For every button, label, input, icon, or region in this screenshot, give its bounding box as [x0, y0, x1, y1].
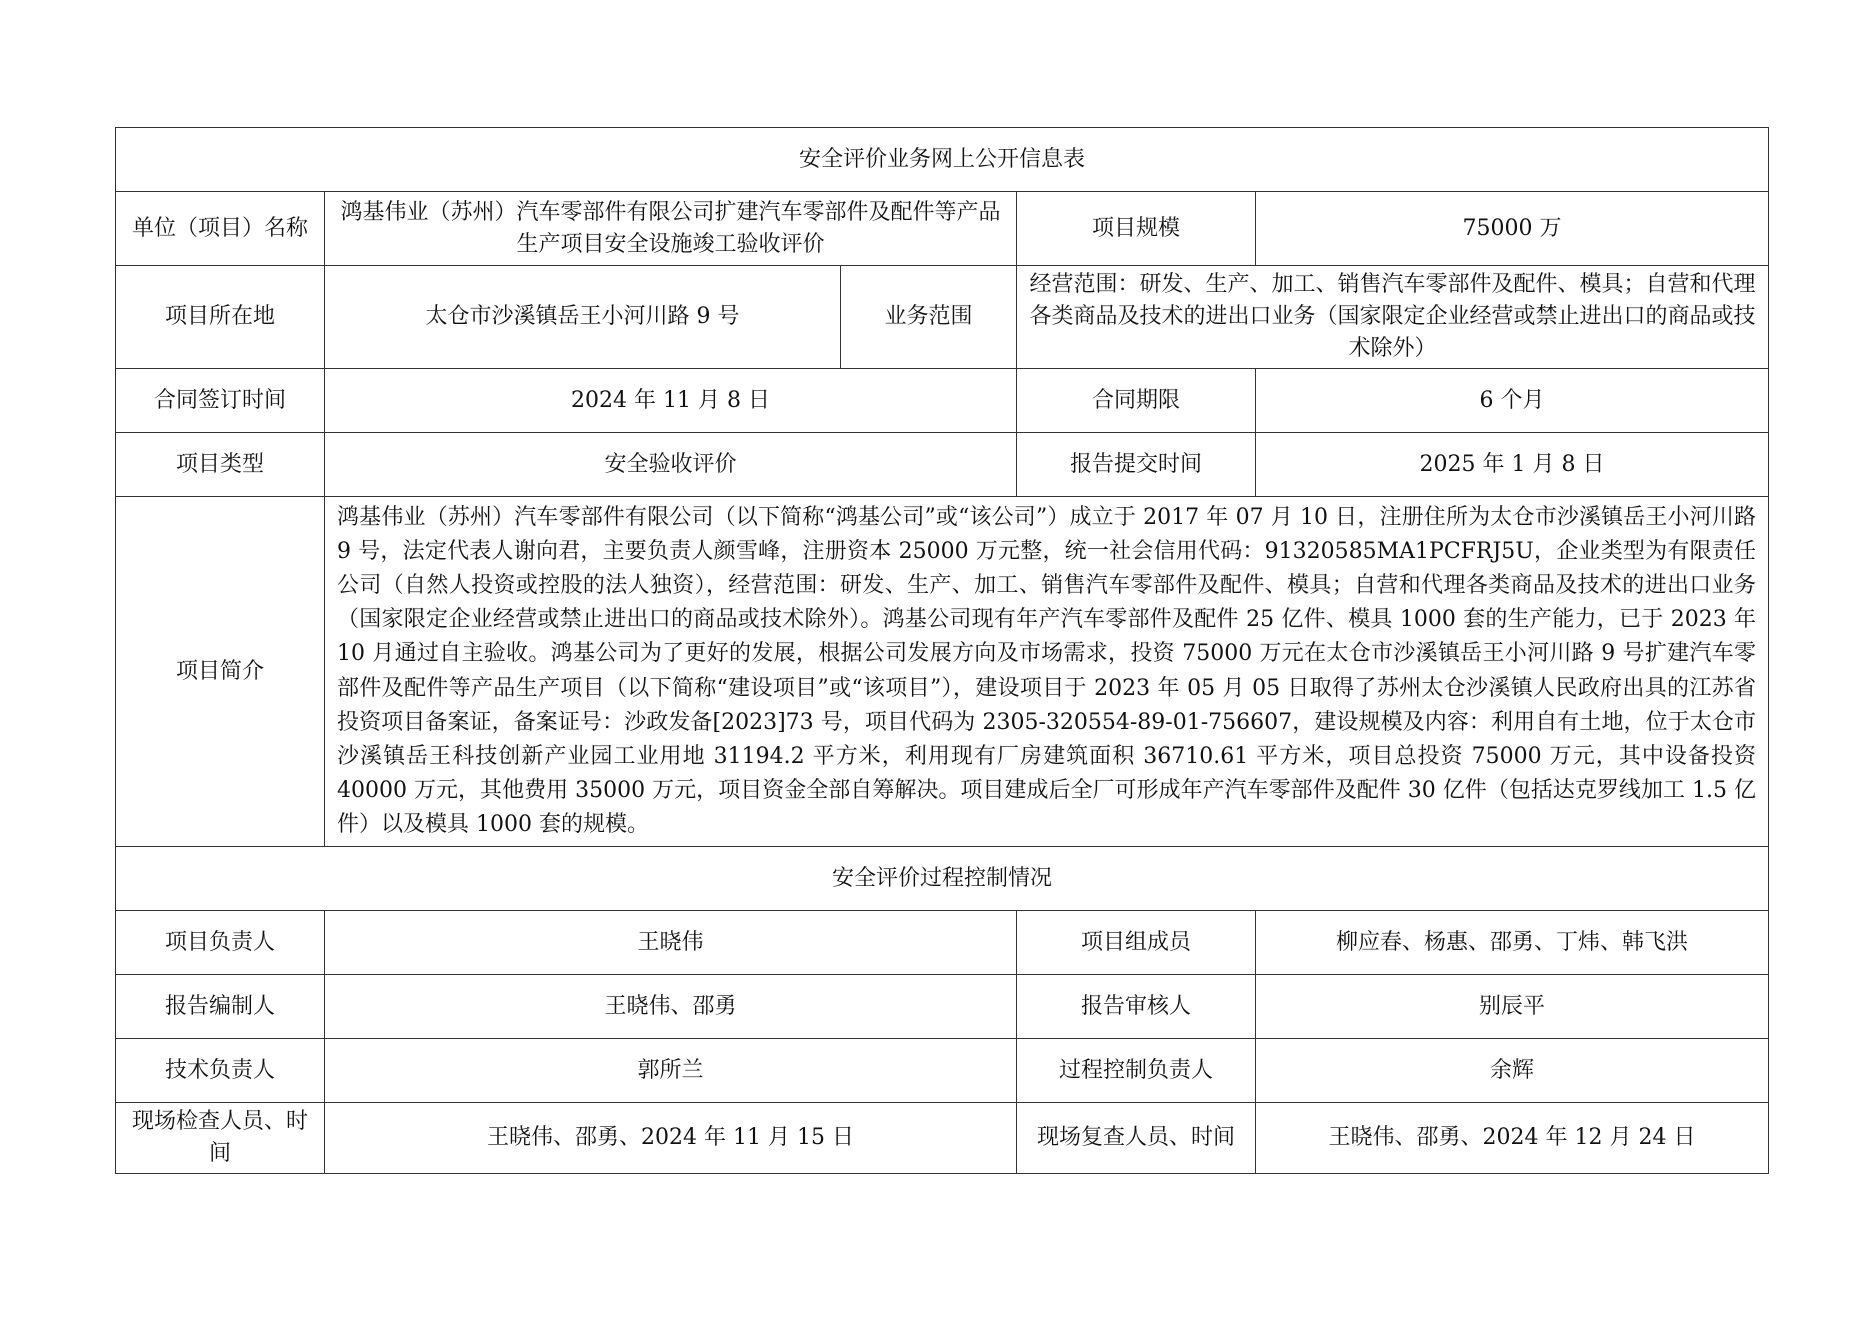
- process-title: 安全评价过程控制情况: [116, 847, 1769, 911]
- table-row: [116, 369, 1769, 433]
- table-row: [116, 192, 1769, 266]
- table-row: [116, 497, 1769, 847]
- section-title-row: [116, 847, 1769, 911]
- table-row: [116, 266, 1769, 369]
- report-reviewer-value: 别辰平: [1256, 975, 1769, 1039]
- location-label: 项目所在地: [116, 266, 325, 369]
- project-type-label: 项目类型: [116, 433, 325, 497]
- project-leader-value: 王晓伟: [325, 911, 1017, 975]
- title-row: [116, 128, 1769, 192]
- project-scale-value: 75000 万: [1256, 192, 1769, 266]
- location-value: 太仓市沙溪镇岳王小河川路 9 号: [325, 266, 841, 369]
- process-leader-value: 余辉: [1256, 1039, 1769, 1103]
- process-leader-label: 过程控制负责人: [1017, 1039, 1256, 1103]
- contract-term-label: 合同期限: [1017, 369, 1256, 433]
- business-scope-value: 经营范围：研发、生产、加工、销售汽车零部件及配件、模具；自营和代理各类商品及技术的进出口业务（国家限定企业经营或禁止进出口的商品或技术除外）: [1017, 266, 1769, 369]
- report-reviewer-label: 报告审核人: [1017, 975, 1256, 1039]
- site-inspection-label: 现场检查人员、时间: [116, 1103, 325, 1174]
- site-recheck-label: 现场复查人员、时间: [1017, 1103, 1256, 1174]
- table-row: [116, 1039, 1769, 1103]
- unit-name-value: 鸿基伟业（苏州）汽车零部件有限公司扩建汽车零部件及配件等产品生产项目安全设施竣工验收评价: [325, 192, 1017, 266]
- contract-term-value: 6 个月: [1256, 369, 1769, 433]
- report-author-value: 王晓伟、邵勇: [325, 975, 1017, 1039]
- tech-leader-value: 郭所兰: [325, 1039, 1017, 1103]
- table-row: [116, 911, 1769, 975]
- report-date-label: 报告提交时间: [1017, 433, 1256, 497]
- business-scope-label: 业务范围: [841, 266, 1017, 369]
- report-author-label: 报告编制人: [116, 975, 325, 1039]
- tech-leader-label: 技术负责人: [116, 1039, 325, 1103]
- table-row: [116, 975, 1769, 1039]
- project-scale-label: 项目规模: [1017, 192, 1256, 266]
- intro-value: 鸿基伟业（苏州）汽车零部件有限公司（以下简称“鸿基公司”或“该公司”）成立于 2017 年 07 月 10 日，注册住所为太仓市沙溪镇岳王小河川路 9 号，法定代表人谢向君，主要负责人颜雪峰，注册资本 25000 万元整，统一社会信用代码：91320585MA1PCFRJ5U，企业类型为有限责任公司（自然人投资或控股的法人独资），经营范围：研发、生产、加工、销售汽车零部件及配件、模具；自营和代理各类商品及技术的进出口业务（国家限定企业经营或禁止进出口的商品或技术除外）。鸿基公司现有年产汽车零部件及配件 25 亿件、模具 1000 套的生产能力，已于 2023 年 10 月通过自主验收。鸿基公司为了更好的发展，根据公司发展方向及市场需求，投资 75000 万元在太仓市沙溪镇岳王小河川路 9 号扩建汽车零部件及配件等产品生产项目（以下简称“建设项目”或“该项目”），建设项目于 2023 年 05 月 05 日取得了苏州太仓沙溪镇人民政府出具的江苏省投资项目备案证，备案证号：沙政发备[2023]73 号，项目代码为 2305-320554-89-01-756607，建设规模及内容：利用自有土地，位于太仓市沙溪镇岳王科技创新产业园工业用地 31194.2 平方米，利用现有厂房建筑面积 36710.61 平方米，项目总投资 75000 万元，其中设备投资 40000 万元，其他费用 35000 万元，项目资金全部自筹解决。项目建成后全厂可形成年产汽车零部件及配件 30 亿件（包括达克罗线加工 1.5 亿件）以及模具 1000 套的规模。: [325, 497, 1769, 847]
- contract-date-value: 2024 年 11 月 8 日: [325, 369, 1017, 433]
- table-row: [116, 433, 1769, 497]
- project-type-value: 安全验收评价: [325, 433, 1017, 497]
- team-members-label: 项目组成员: [1017, 911, 1256, 975]
- team-members-value: 柳应春、杨惠、邵勇、丁炜、韩飞洪: [1256, 911, 1769, 975]
- unit-name-label: 单位（项目）名称: [116, 192, 325, 266]
- table-title: 安全评价业务网上公开信息表: [116, 128, 1769, 192]
- contract-date-label: 合同签订时间: [116, 369, 325, 433]
- intro-label: 项目简介: [116, 497, 325, 847]
- info-table: [115, 127, 1769, 1174]
- report-date-value: 2025 年 1 月 8 日: [1256, 433, 1769, 497]
- site-inspection-value: 王晓伟、邵勇、2024 年 11 月 15 日: [325, 1103, 1017, 1174]
- table-row: [116, 1103, 1769, 1174]
- site-recheck-value: 王晓伟、邵勇、2024 年 12 月 24 日: [1256, 1103, 1769, 1174]
- project-leader-label: 项目负责人: [116, 911, 325, 975]
